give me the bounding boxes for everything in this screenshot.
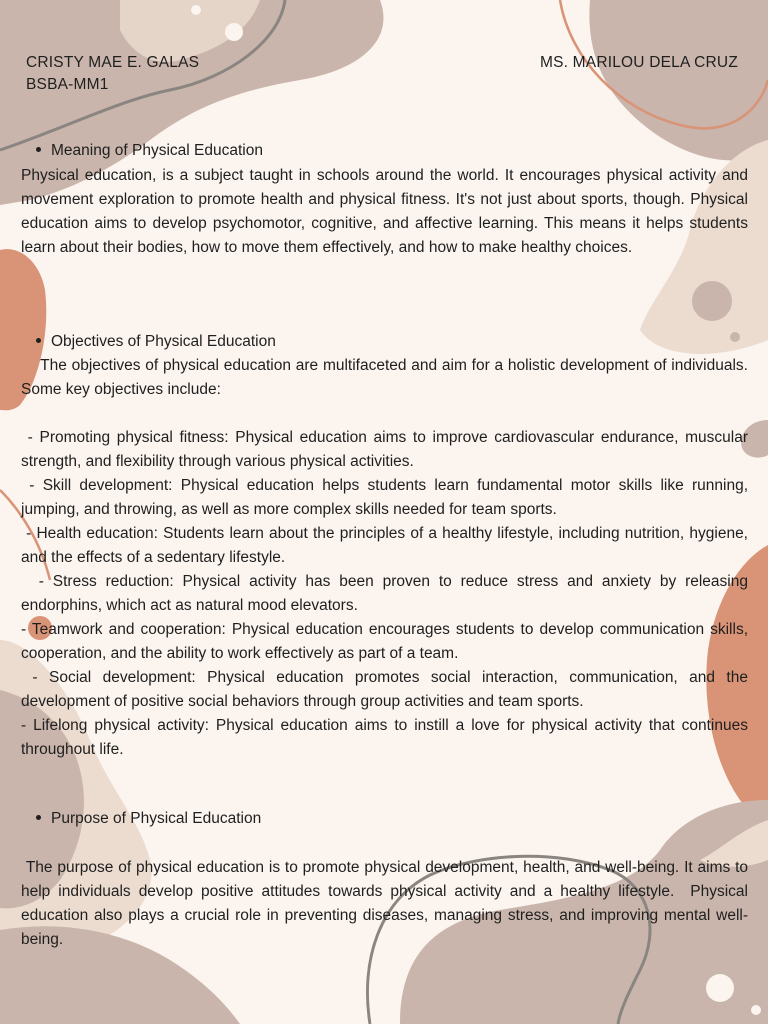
objective-item: - Stress reduction: Physical activity has been proven to reduce stress and anxiety by releasing endorphins, which act as natural mood elevators. <box>21 573 753 614</box>
student-name: CRISTY MAE E. GALAS <box>26 54 200 71</box>
objective-item: - Skill development: Physical education helps students learn fundamental motor skills like running, jumping, and throwing, as well as more complex skills needed for team sports. <box>21 477 753 518</box>
purpose-paragraph: The purpose of physical education is to promote physical development, health, and well-being. It aims to help individuals develop positive attitudes towards physical activity and a healthy lifestyle. Physical education also plays a crucial role in preventing diseases, managing stress, and improving mental well-being. <box>21 859 753 948</box>
objectives-list <box>21 426 753 762</box>
section-heading-objectives: Objectives of Physical Education <box>36 331 276 353</box>
objective-item: - Health education: Students learn about the principles of a healthy lifestyle, including nutrition, hygiene, and the effects of a sedentary lifestyle. <box>21 525 753 566</box>
bullet-icon <box>36 338 41 343</box>
student-info <box>26 52 199 96</box>
bullet-icon <box>36 815 41 820</box>
objective-item: - Promoting physical fitness: Physical education aims to improve cardiovascular endurance, muscular strength, and flexibility through various physical activities. <box>21 429 753 470</box>
bullet-icon <box>36 147 41 152</box>
section-heading-purpose: Purpose of Physical Education <box>36 808 261 830</box>
section-heading-meaning: Meaning of Physical Education <box>36 140 263 162</box>
teacher-name: MS. MARILOU DELA CRUZ <box>540 54 738 71</box>
objective-item: - Lifelong physical activity: Physical education aims to instill a love for physical activity that continues throughout life. <box>21 717 753 758</box>
objective-item: - Teamwork and cooperation: Physical education encourages students to develop communication skills, cooperation, and the ability to work effectively as part of a team. <box>21 621 753 662</box>
objective-item: - Social development: Physical education promotes social interaction, communication, and the development of positive social behaviors through group activities and team sports. <box>21 669 753 710</box>
objectives-intro: The objectives of physical education are multifaceted and aim for a holistic development of individuals. Some key objectives include: <box>21 357 753 398</box>
meaning-paragraph: Physical education, is a subject taught in schools around the world. It encourages physical activity and movement exploration to promote health and physical fitness. It's not just about sports, though. Physical education aims to develop psychomotor, cognitive, and affective learning. This means it helps students learn about their bodies, how to move them effectively, and how to make healthy choices. <box>21 167 748 256</box>
course-code: BSBA-MM1 <box>26 76 109 93</box>
